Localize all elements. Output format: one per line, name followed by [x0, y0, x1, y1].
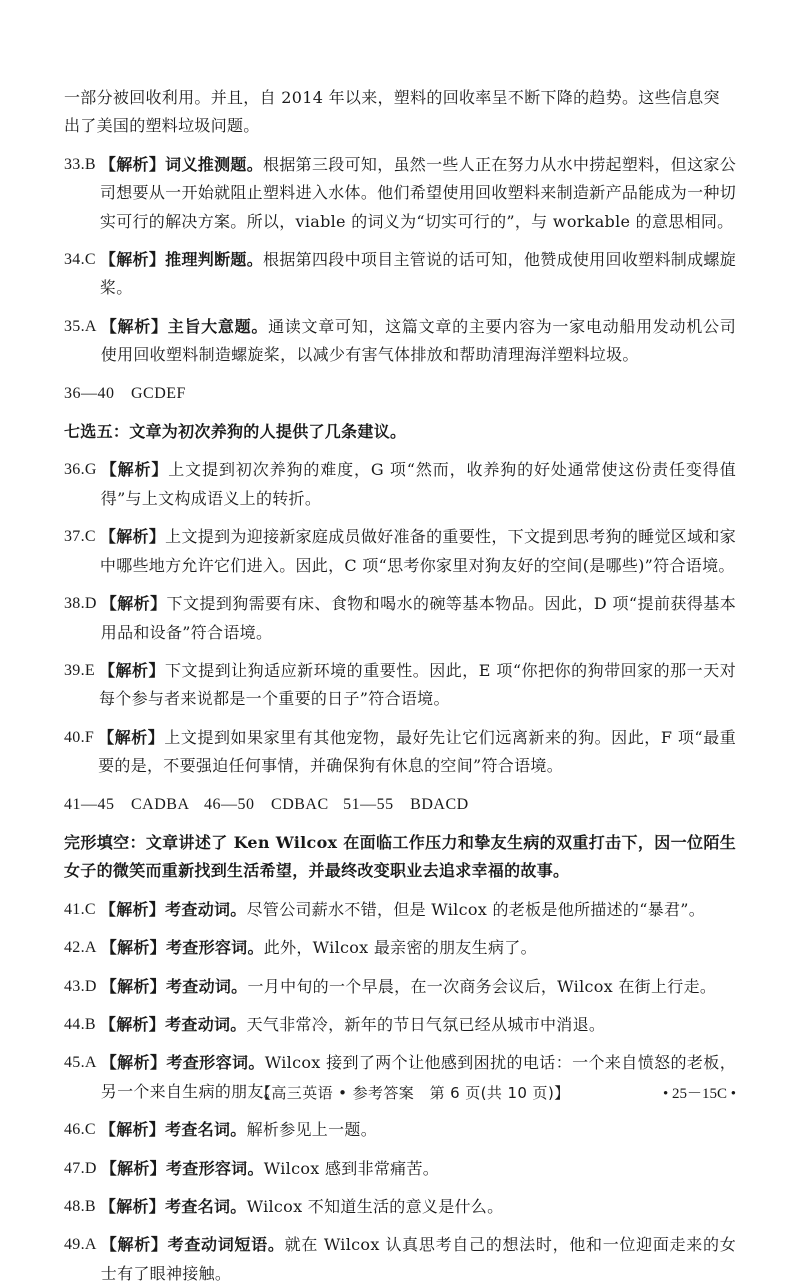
explanation-text: 下文提到狗需要有床、食物和喝水的碗等基本物品。因此，D 项“提前获得基本用品和设备”符合语境。 — [100, 594, 736, 642]
question-type: 考查形容词。 — [165, 938, 264, 958]
analysis-tag: 【解析】 — [98, 660, 166, 680]
answer-item-35 — [64, 313, 736, 370]
analysis-tag: 【解析】 — [99, 250, 166, 270]
answers-41-45: 41—45 CADBA — [64, 795, 190, 813]
analysis-tag: 【解析】 — [100, 460, 169, 480]
item-answer: A — [84, 1236, 97, 1254]
analysis-tag: 【解析】 — [99, 899, 166, 919]
item-explanation — [101, 590, 736, 647]
item-answer: D — [84, 977, 97, 995]
item-explanation — [101, 456, 736, 513]
item-explanation — [100, 1116, 736, 1144]
question-type: 推理判断题。 — [165, 250, 264, 270]
item-number: 34. — [64, 251, 85, 269]
item-explanation — [100, 151, 736, 236]
item-explanation — [101, 934, 736, 962]
explanation-text: 就在 Wilcox 认真思考自己的想法时，他和一位迎面走来的女士有了眼神接触。 — [100, 1235, 737, 1283]
item-explanation — [101, 1155, 736, 1183]
answers-51-55: 51—55 BDACD — [343, 795, 469, 813]
explanation-text: 上文提到为迎接新家庭成员做好准备的重要性，下文提到思考狗的睡觉区域和家中哪些地方允许它们进入。因此，C 项“思考你家里对狗友好的空间(是哪些)”符合语境。 — [99, 527, 736, 575]
answer-item-47 — [64, 1155, 736, 1183]
item-number: 46. — [64, 1121, 85, 1139]
analysis-tag: 【解析】 — [100, 1158, 166, 1178]
item-explanation — [101, 973, 736, 1001]
analysis-tag: 【解析】 — [99, 154, 166, 174]
explanation-text: Wilcox 不知道生活的意义是什么。 — [246, 1197, 504, 1216]
analysis-tag: 【解析】 — [99, 1197, 166, 1216]
item-answer: E — [84, 661, 95, 679]
question-type: 考查名词。 — [165, 1197, 247, 1216]
item-answer: B — [84, 1015, 96, 1033]
question-type: 考查形容词。 — [166, 1053, 265, 1073]
question-type: 主旨大意题。 — [167, 316, 269, 336]
answer-item-37 — [64, 523, 736, 580]
explanation-text: 根据第三段可知，虽然一些人正在努力从水中捞起塑料，但这家公司想要从一开始就阻止塑料进入水体。他们希望使用回收塑料来制造新产品能成为一种切实可行的解决方案。所以，viable 的词义为“切实可行的”，与 workable 的意思相同。 — [99, 154, 737, 231]
answers-46-50: 46—50 CDBAC — [204, 795, 329, 813]
item-explanation — [100, 896, 736, 924]
item-explanation — [100, 1193, 736, 1221]
item-number: 33. — [64, 155, 85, 173]
item-number: 42. — [64, 939, 85, 957]
explanation-text: 通读文章可知，这篇文章的主要内容为一家电动船用发动机公司使用回收塑料制造螺旋桨，以减少有害气体排放和帮助清理海洋塑料垃圾。 — [100, 316, 737, 365]
item-answer: D — [84, 1159, 97, 1177]
question-type: 考查动词。 — [165, 899, 247, 919]
item-number: 43. — [64, 977, 85, 995]
analysis-tag: 【解析】 — [100, 316, 168, 336]
item-number: 47. — [64, 1159, 85, 1177]
answer-item-43 — [64, 973, 736, 1001]
explanation-text: 天气非常冷，新年的节日气氛已经从城市中消退。 — [246, 1014, 606, 1034]
item-number: 44. — [64, 1015, 85, 1033]
answer-item-39 — [64, 657, 736, 714]
answer-item-46 — [64, 1116, 736, 1144]
item-number: 39. — [64, 661, 85, 679]
item-number: 41. — [64, 900, 85, 918]
analysis-tag: 【解析】 — [100, 938, 166, 958]
explanation-text: Wilcox 感到非常痛苦。 — [263, 1158, 440, 1178]
item-number: 40. — [64, 728, 85, 746]
answer-item-40 — [64, 724, 736, 781]
item-answer: B — [84, 155, 96, 173]
section-heading-cloze: 完形填空：文章讲述了 Ken Wilcox 在面临工作压力和挚友生病的双重打击下，因一位陌生女子的微笑而重新找到生活希望，并最终改变职业去追求幸福的故事。 — [64, 832, 736, 881]
analysis-tag: 【解析】 — [100, 1053, 167, 1073]
item-answer: C — [84, 251, 96, 269]
answer-item-38 — [64, 590, 736, 647]
analysis-tag: 【解析】 — [100, 976, 166, 996]
explanation-text: 根据第四段中项目主管说的话可知，他赞成使用回收塑料制成螺旋桨。 — [99, 250, 737, 298]
item-answer: F — [84, 728, 95, 746]
analysis-tag: 【解析】 — [99, 1014, 166, 1034]
item-explanation — [101, 1231, 736, 1288]
item-answer: C — [84, 900, 96, 918]
item-explanation — [100, 523, 736, 580]
item-answer: A — [84, 317, 97, 335]
analysis-tag: 【解析】 — [100, 594, 167, 614]
explanation-text: 上文提到初次养狗的难度，G 项“然而，收养狗的好处通常使这份责任变得值得”与上文构成语义上的转折。 — [100, 460, 736, 508]
answer-item-34 — [64, 246, 736, 303]
explanation-text: 尽管公司薪水不错，但是 Wilcox 的老板是他所描述的“暴君”。 — [246, 899, 706, 919]
item-answer: G — [84, 461, 97, 479]
item-number: 49. — [64, 1236, 85, 1254]
item-number: 37. — [64, 528, 85, 546]
question-type: 词义推测题。 — [165, 154, 264, 174]
question-type: 考查形容词。 — [165, 1158, 264, 1178]
answers-41-55 — [64, 791, 736, 819]
item-answer: C — [84, 1121, 96, 1139]
explanation-text: 一月中旬的一个早晨，在一次商务会议后，Wilcox 在街上行走。 — [247, 976, 717, 996]
answer-item-36 — [64, 456, 736, 513]
answer-item-48 — [64, 1193, 736, 1221]
analysis-tag: 【解析】 — [98, 727, 165, 747]
item-number: 35. — [64, 317, 85, 335]
question-type: 考查名词。 — [165, 1120, 247, 1140]
explanation-text: 上文提到如果家里有其他宠物，最好先让它们远离新来的狗。因此，F 项“最重要的是，不要强迫任何事情，并确保狗有休息的空间”符合语境。 — [98, 727, 736, 776]
explanation-text: 解析参见上一题。 — [246, 1120, 378, 1140]
answer-item-41 — [64, 896, 736, 924]
item-answer: B — [84, 1198, 96, 1215]
item-number: 38. — [64, 595, 85, 613]
answer-item-33 — [64, 151, 736, 236]
section-heading-seven-choose-five: 七选五：文章为初次养狗的人提供了几条建议。 — [64, 422, 407, 442]
answer-item-49 — [64, 1231, 736, 1288]
answers-36-40: 36—40 GCDEF — [64, 384, 186, 402]
item-answer: C — [84, 528, 96, 546]
item-answer: D — [84, 595, 97, 613]
item-number: 36. — [64, 461, 85, 479]
analysis-tag: 【解析】 — [99, 1120, 166, 1140]
explanation-text: Wilcox 接到了两个让他感到困扰的电话：一个来自愤怒的老板，另一个来自生病的朋友。 — [100, 1053, 736, 1101]
answer-item-44 — [64, 1011, 736, 1039]
intro-line-2: 出了美国的塑料垃圾问题。 — [64, 116, 260, 136]
item-number: 48. — [64, 1198, 85, 1215]
question-type: 考查动词短语。 — [167, 1235, 285, 1255]
footer-page-info: 【高三英语 • 参考答案 第 6 页(共 10 页)】 — [256, 1084, 570, 1102]
analysis-tag: 【解析】 — [99, 527, 166, 547]
footer-code: • 25－15C • — [662, 1086, 736, 1102]
question-type: 考查动词。 — [165, 1014, 247, 1034]
item-explanation — [100, 1011, 736, 1039]
intro-line-1: 一部分被回收利用。并且，自 2014 年以来，塑料的回收率呈不断下降的趋势。这些信息突 — [64, 88, 720, 107]
item-number: 45. — [64, 1054, 85, 1072]
question-type: 考查动词。 — [165, 976, 248, 996]
item-explanation — [99, 657, 736, 714]
explanation-text: 下文提到让狗适应新环境的重要性。因此，E 项“你把你的狗带回家的那一天对每个参与者来说都是一个重要的日子”符合语境。 — [98, 660, 737, 709]
item-explanation — [100, 246, 736, 303]
analysis-tag: 【解析】 — [100, 1235, 168, 1255]
item-answer: A — [84, 939, 97, 957]
intro-paragraph — [64, 84, 736, 141]
answer-item-42 — [64, 934, 736, 962]
item-explanation — [101, 313, 736, 370]
item-answer: A — [84, 1054, 97, 1072]
item-explanation — [98, 724, 736, 781]
explanation-text: 此外，Wilcox 最亲密的朋友生病了。 — [263, 938, 537, 958]
